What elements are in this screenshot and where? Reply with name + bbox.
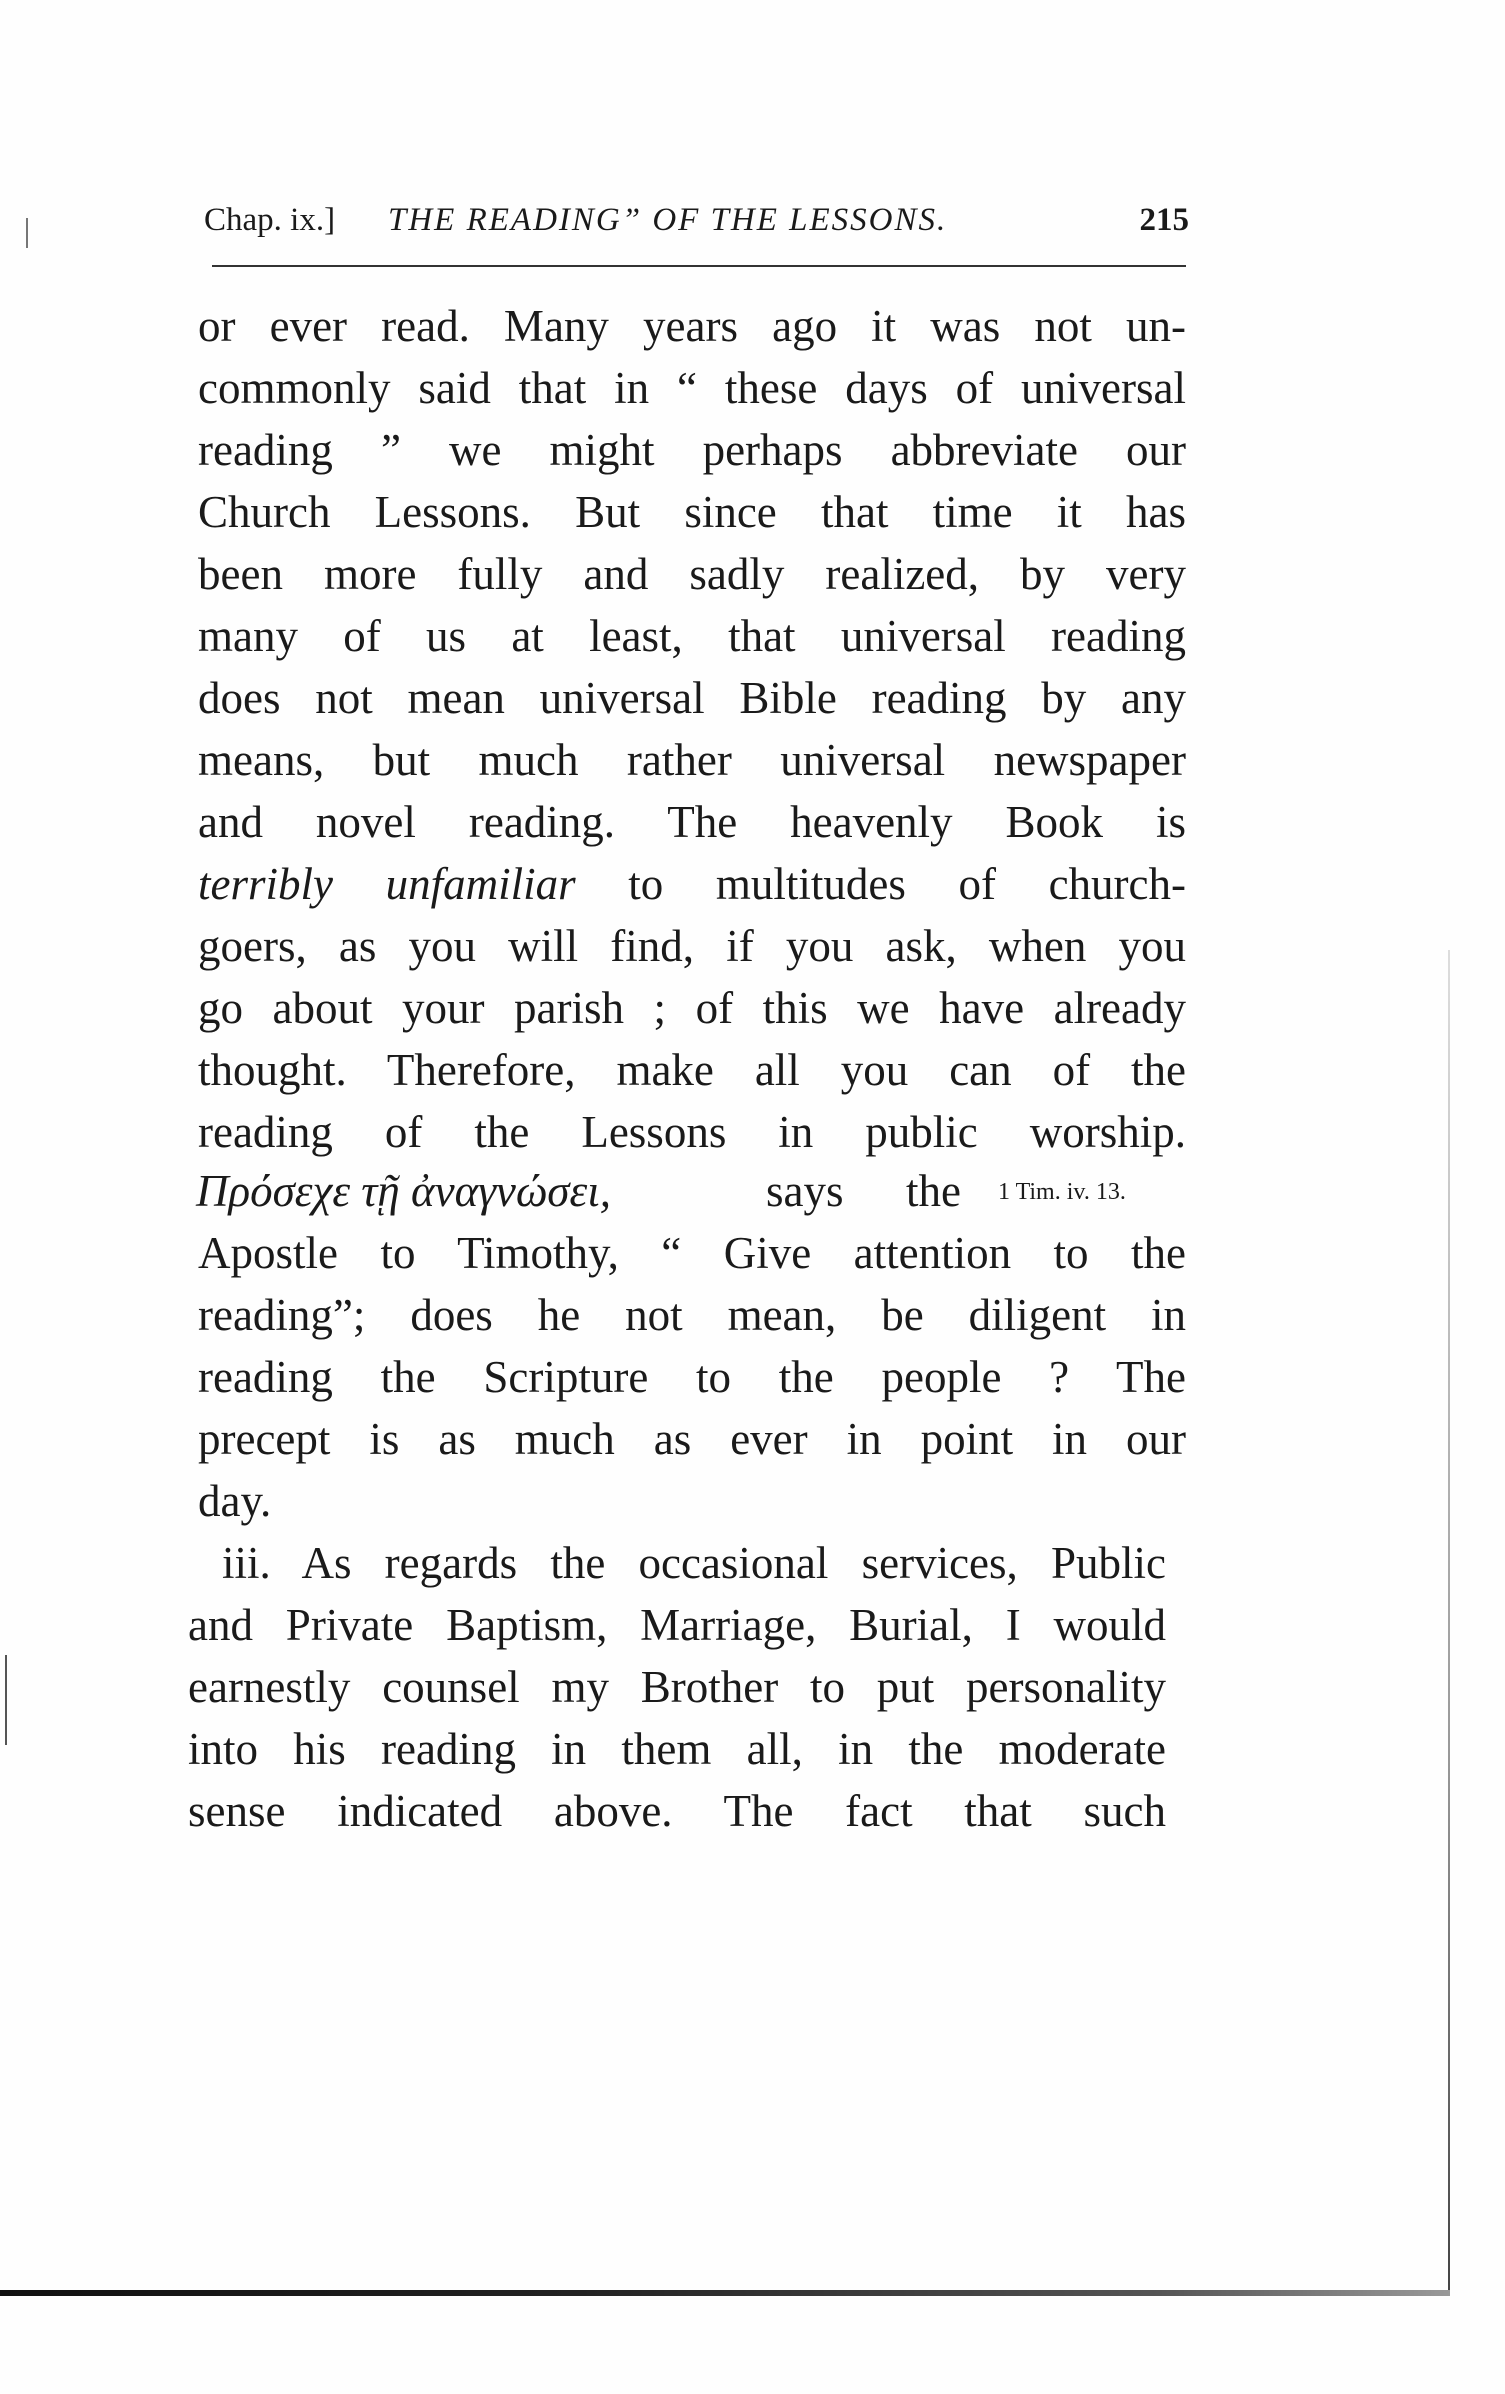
running-title: THE READING” OF THE LESSONS. [388, 202, 948, 238]
text-line: and Private Baptism, Marriage, Burial, I would [188, 1600, 1166, 1650]
chapter-label: Chap. ix.] [204, 202, 336, 238]
margin-reference: 1 Tim. iv. 13. [998, 1179, 1126, 1205]
text-line: Apostle to Timothy, “ Give attention to the [198, 1228, 1186, 1278]
text-line: into his reading in them all, in the moderate [188, 1724, 1166, 1774]
text-line: day. [198, 1476, 272, 1526]
text-line: does not mean universal Bible reading by any [198, 673, 1186, 723]
text-line: goers, as you will find, if you ask, when you [198, 921, 1186, 971]
text-line: and novel reading. The heavenly Book is [198, 797, 1186, 847]
header-rule [212, 265, 1186, 267]
text-line: reading of the Lessons in public worship. [198, 1107, 1186, 1157]
text-line: commonly said that in “ these days of universal [198, 363, 1186, 413]
line-rest: to multitudes of church- [575, 859, 1187, 909]
the-word: the [906, 1166, 961, 1216]
greek-quote-line [196, 1160, 1186, 1222]
text-line: reading”; does he not mean, be diligent in [198, 1290, 1186, 1340]
text-line: sense indicated above. The fact that such [188, 1786, 1166, 1836]
text-line: been more fully and sadly realized, by very [198, 549, 1186, 599]
greek-quote: Πρόσεχε τῇ ἀναγνώσει, [196, 1166, 611, 1216]
page-header [204, 195, 1189, 245]
text-line: precept is as much as ever in point in our [198, 1414, 1186, 1464]
page-number: 215 [1139, 202, 1189, 238]
scan-edge-mark [26, 218, 28, 248]
text-line: or ever read. Many years ago it was not un- [198, 301, 1186, 351]
scan-bottom-edge [0, 2290, 1450, 2296]
scan-edge-mark [5, 1655, 7, 1745]
text-line: earnestly counsel my Brother to put personality [188, 1662, 1166, 1712]
scan-page-edge [1448, 950, 1450, 2290]
italic-phrase: terribly unfamiliar [198, 859, 576, 909]
text-line: reading the Scripture to the people ? The [198, 1352, 1186, 1402]
text-line: thought. Therefore, make all you can of the [198, 1045, 1186, 1095]
text-line: reading ” we might perhaps abbreviate our [198, 425, 1186, 475]
text-line: many of us at least, that universal reading [198, 611, 1186, 661]
text-line: Church Lessons. But since that time it has [198, 487, 1186, 537]
text-line: go about your parish ; of this we have already [198, 983, 1186, 1033]
paragraph-start-line: iii. As regards the occasional services, Public [222, 1538, 1166, 1588]
says-word: says [766, 1166, 844, 1216]
text-line: means, but much rather universal newspaper [198, 735, 1186, 785]
text-line-italic [198, 853, 1186, 915]
